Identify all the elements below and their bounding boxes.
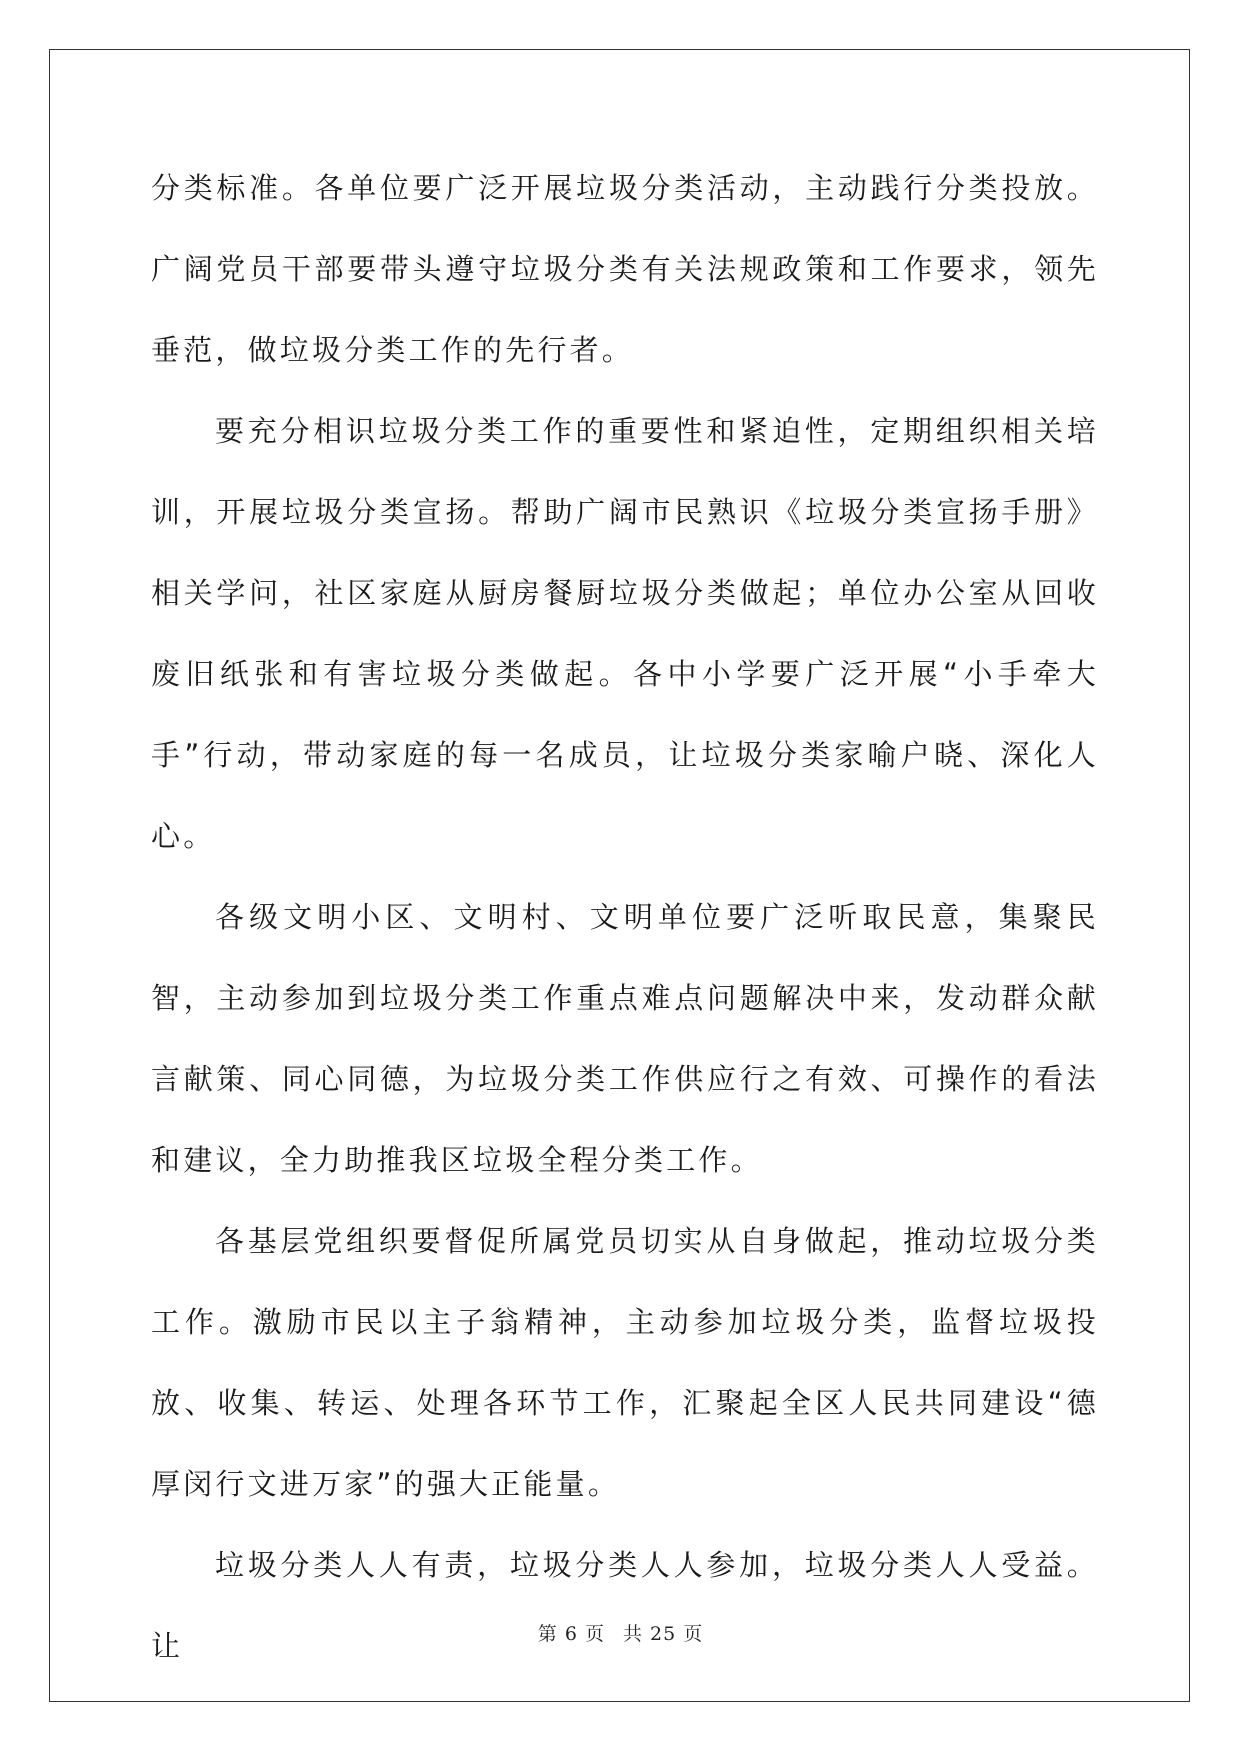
page-total: 共 25 页 bbox=[622, 1623, 704, 1645]
paragraph-3: 各级文明小区、文明村、文明单位要广泛听取民意，集聚民智，主动参加到垃圾分类工作重点难点问题解决中来，发动群众献言献策、同心同德，为垃圾分类工作供应行之有效、可操作的看法和建议，全力助推我区垃圾全程分类工作。 bbox=[151, 900, 1099, 1177]
page-footer bbox=[0, 1619, 1241, 1646]
page-number: 第 6 页 bbox=[537, 1623, 605, 1645]
paragraph-2: 要充分相识垃圾分类工作的重要性和紧迫性，定期组织相关培训，开展垃圾分类宣扬。帮助广阔市民熟识《垃圾分类宣扬手册》相关学问，社区家庭从厨房餐厨垃圾分类做起；单位办公室从回收废旧纸张和有害垃圾分类做起。各中小学要广泛开展“小手牵大手”行动，带动家庭的每一名成员，让垃圾分类家喻户晓、深化人心。 bbox=[151, 414, 1099, 853]
paragraph-5: 垃圾分类人人有责，垃圾分类人人参加，垃圾分类人人受益。让 bbox=[151, 1548, 1099, 1663]
paragraph-4: 各基层党组织要督促所属党员切实从自身做起，推动垃圾分类工作。激励市民以主子翁精神，主动参加垃圾分类，监督垃圾投放、收集、转运、处理各环节工作，汇聚起全区人民共同建设“德厚闵行文进万家”的强大正能量。 bbox=[151, 1224, 1099, 1501]
paragraph-1: 分类标准。各单位要广泛开展垃圾分类活动，主动践行分类投放。广阔党员干部要带头遵守垃圾分类有关法规政策和工作要求，领先垂范，做垃圾分类工作的先行者。 bbox=[151, 171, 1099, 367]
document-body bbox=[151, 148, 1099, 1687]
